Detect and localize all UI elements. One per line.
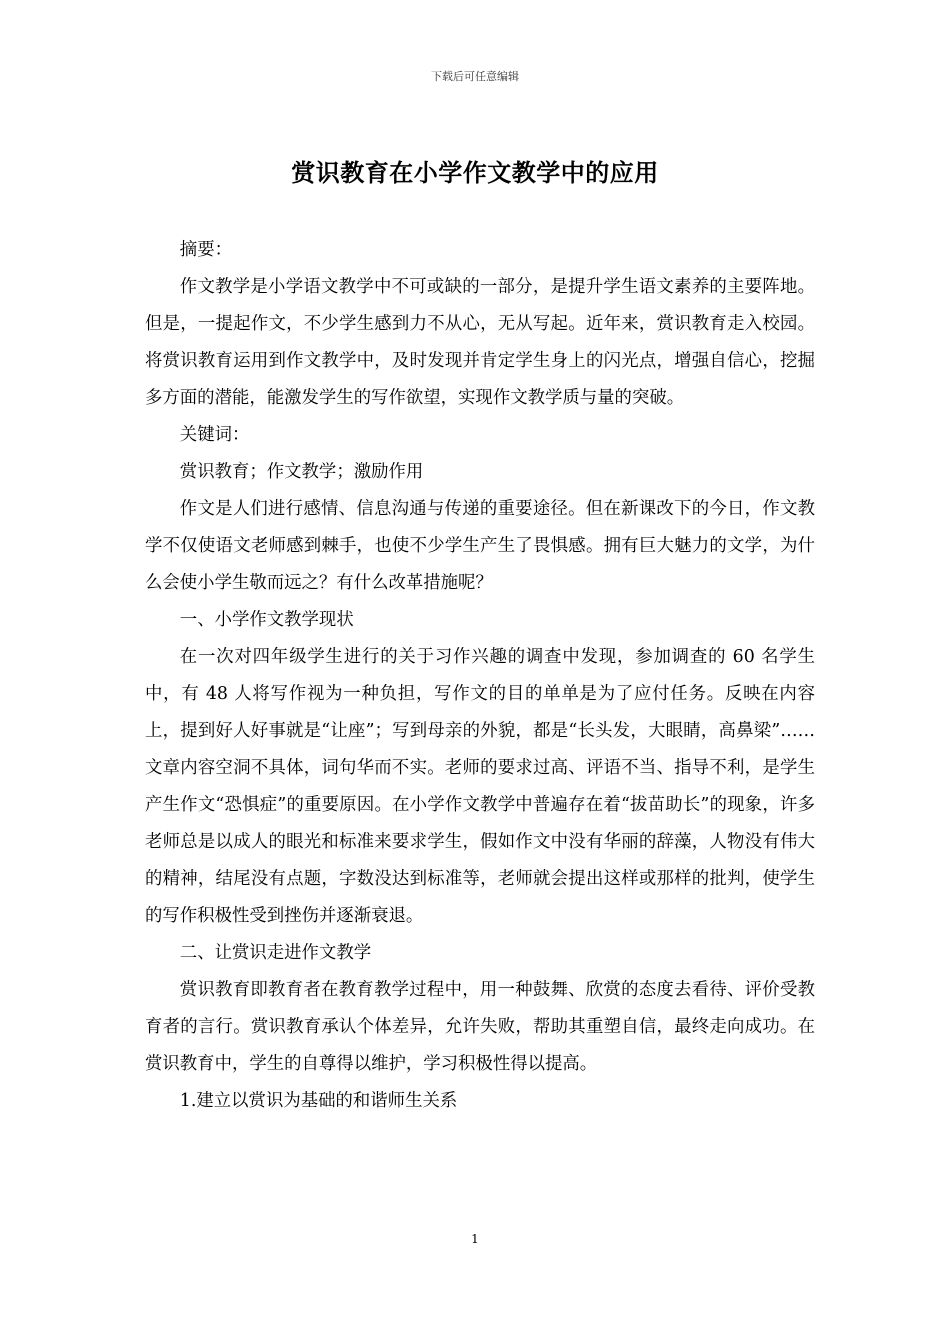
keywords-list: 赏识教育；作文教学；激励作用 [179,462,424,482]
section-1-paragraph: 在一次对四年级学生进行的关于习作兴趣的调查中发现，参加调查的 60 名学生中，有 48 人将写作视为一种负担，写作文的目的单单是为了应付任务。反映在内容上，提到好人好事就是“让座”；写到母亲的外貌，都是“长头发，大眼睛，高鼻梁”……文章内容空洞不具体，词句华而不实。老师的要求过高、评语不当、指导不利，是学生产生作文“恐惧症”的重要原因。在小学作文教学中普遍存在着“拔苗助长”的现象，许多老师总是以成人的眼光和标准来要求学生，假如作文中没有华丽的辞藻，人物没有伟大的精神，结尾没有点题，字数没达到标准等，老师就会提出这样或那样的批判，使学生的写作积极性受到挫伤并逐渐衰退。 [145,647,815,926]
document-title: 赏识教育在小学作文教学中的应用 [291,158,659,187]
abstract-paragraph: 作文教学是小学语文教学中不可或缺的一部分，是提升学生语文素养的主要阵地。但是，一提起作文，不少学生感到力不从心，无从写起。近年来，赏识教育走入校园。将赏识教育运用到作文教学中，及时发现并肯定学生身上的闪光点，增强自信心，挖掘多方面的潜能，能激发学生的写作欲望，实现作文教学质与量的突破。 [145,277,815,408]
section-heading-2: 二、让赏识走进作文教学 [179,943,372,963]
section-heading-1: 一、小学作文教学现状 [179,610,354,630]
intro-paragraph: 作文是人们进行感情、信息沟通与传递的重要途径。但在新课改下的今日，作文教学不仅使语文老师感到棘手，也使不少学生产生了畏惧感。拥有巨大魅力的文学，为什么会使小学生敬而远之？有什么改革措施呢？ [145,499,815,593]
header-note: 下载后可任意编辑 [431,70,519,83]
section-2-paragraph: 赏识教育即教育者在教育教学过程中，用一种鼓舞、欣赏的态度去看待、评价受教育者的言行。赏识教育承认个体差异，允许失败，帮助其重塑自信，最终走向成功。在赏识教育中，学生的自尊得以维护，学习积极性得以提高。 [145,980,815,1074]
subsection-heading-1: 1.建立以赏识为基础的和谐师生关系 [179,1091,458,1111]
document-body [145,232,815,1120]
page-number: 1 [471,1232,479,1246]
keywords-heading: 关键词： [179,425,250,445]
abstract-heading: 摘要： [179,240,232,260]
